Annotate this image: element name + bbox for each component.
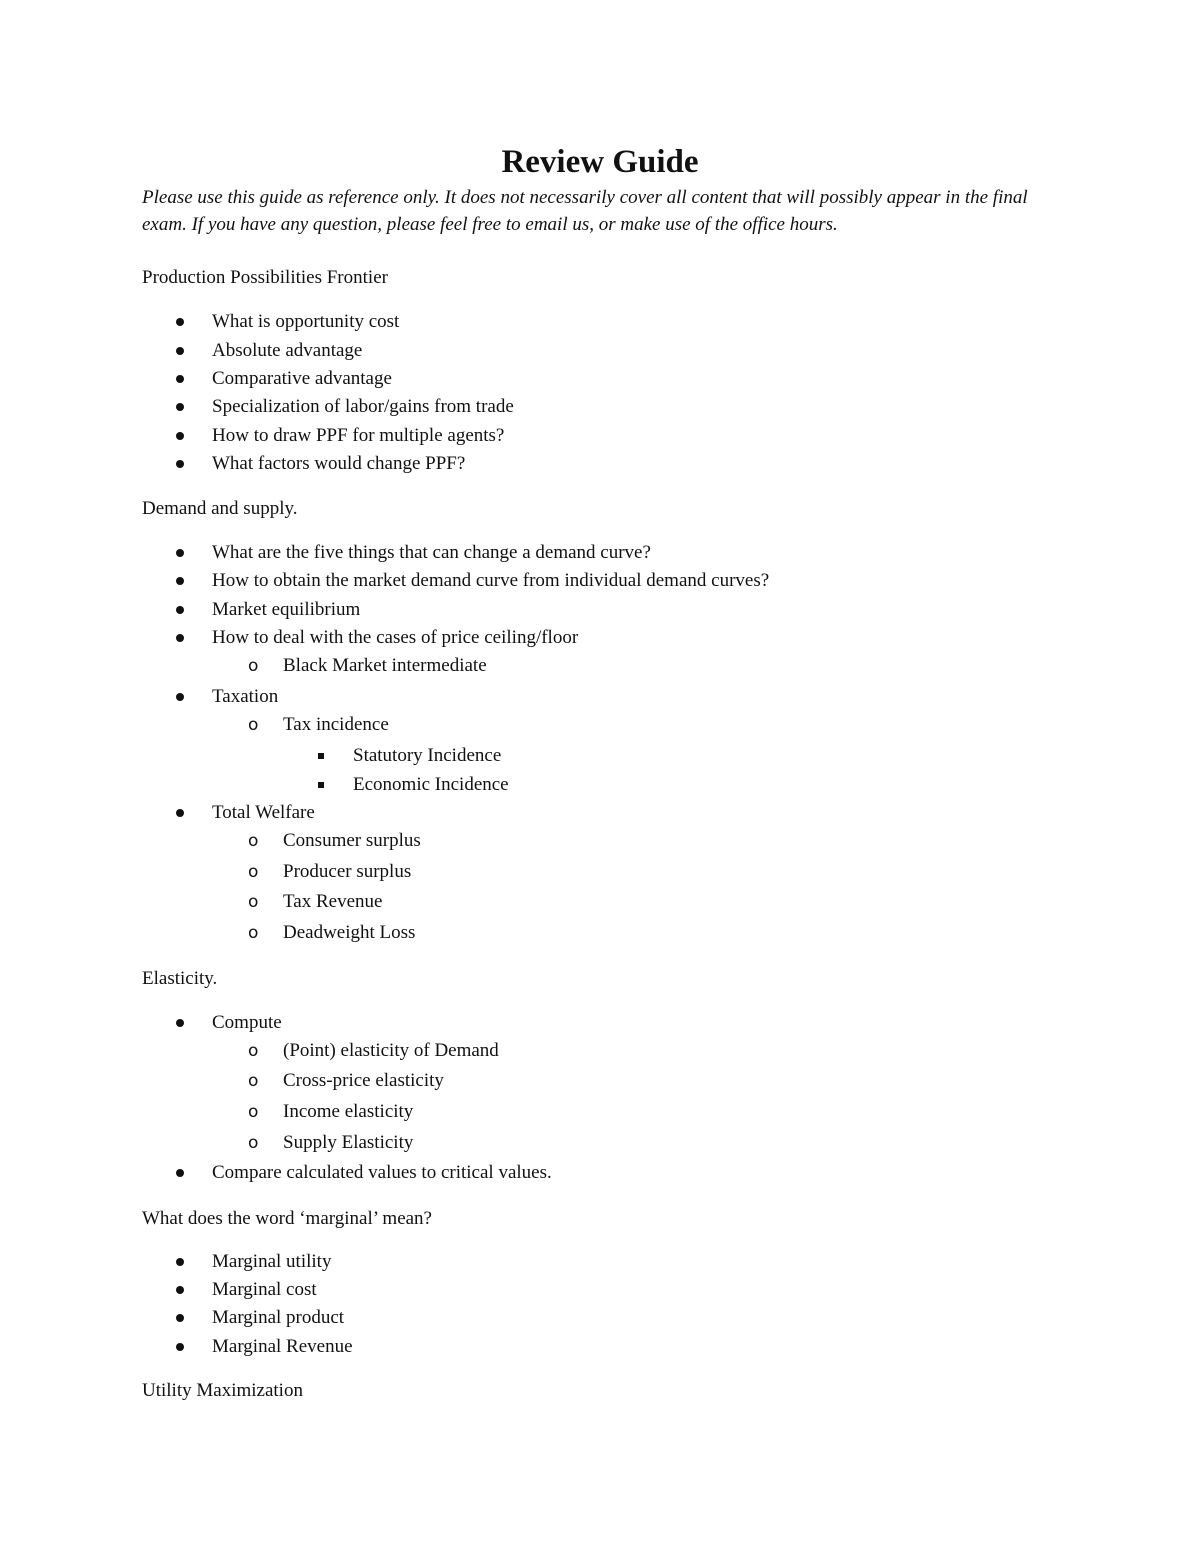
list-item: Cross-price elasticity: [283, 1070, 444, 1091]
bullet-icon: [176, 606, 184, 614]
circle-bullet-icon: o: [248, 1133, 259, 1153]
bullet-icon: [176, 693, 184, 701]
bullet-icon: [176, 1169, 184, 1177]
list-item: Consumer surplus: [283, 830, 421, 851]
intro-paragraph: Please use this guide as reference only. It does not necessarily cover all content that will possibly appear in the final exam. If you have any question, please feel free to email us, or make use of the office hours.: [142, 187, 1028, 235]
bullet-icon: [176, 460, 184, 468]
list-item: What factors would change PPF?: [212, 453, 466, 474]
bullet-icon: [176, 1258, 184, 1266]
bullet-icon: [176, 432, 184, 440]
list-item: Absolute advantage: [212, 340, 363, 361]
bullet-icon: [176, 318, 184, 326]
bullet-icon: [176, 1343, 184, 1351]
section-heading-ppf: Production Possibilities Frontier: [142, 267, 388, 288]
bullet-icon: [176, 577, 184, 585]
bullet-icon: [176, 549, 184, 557]
bullet-icon: [176, 375, 184, 383]
bullet-icon: [176, 634, 184, 642]
list-item: Supply Elasticity: [283, 1132, 414, 1153]
list-item: How to draw PPF for multiple agents?: [212, 425, 505, 446]
list-item: Black Market intermediate: [283, 655, 487, 676]
list-item: Tax incidence: [283, 714, 389, 735]
circle-bullet-icon: o: [248, 656, 259, 676]
list-item: How to obtain the market demand curve from individual demand curves?: [212, 570, 770, 591]
list-item: Marginal utility: [212, 1251, 332, 1272]
list-item: Compare calculated values to critical values.: [212, 1162, 552, 1183]
list-item: Marginal cost: [212, 1279, 317, 1300]
circle-bullet-icon: o: [248, 1071, 259, 1091]
list-item: Economic Incidence: [353, 774, 509, 795]
bullet-icon: [176, 347, 184, 355]
square-bullet-icon: [318, 753, 324, 759]
list-item: Tax Revenue: [283, 891, 383, 912]
list-item: Taxation: [212, 686, 279, 707]
document-title: Review Guide: [501, 144, 699, 180]
circle-bullet-icon: o: [248, 831, 259, 851]
circle-bullet-icon: o: [248, 892, 259, 912]
list-item: Marginal product: [212, 1307, 345, 1328]
section-heading-utility: Utility Maximization: [142, 1380, 303, 1401]
section-heading-marginal: What does the word ‘marginal’ mean?: [142, 1208, 432, 1229]
square-bullet-icon: [318, 782, 324, 788]
bullet-icon: [176, 1314, 184, 1322]
list-item: Producer surplus: [283, 861, 412, 882]
list-item: What is opportunity cost: [212, 311, 400, 332]
list-item: Income elasticity: [283, 1101, 414, 1122]
list-item: Compute: [212, 1012, 282, 1033]
circle-bullet-icon: o: [248, 715, 259, 735]
bullet-icon: [176, 403, 184, 411]
bullet-icon: [176, 809, 184, 817]
section-heading-elasticity: Elasticity.: [142, 968, 218, 989]
list-item: Statutory Incidence: [353, 745, 502, 766]
list-item: (Point) elasticity of Demand: [283, 1040, 499, 1061]
bullet-icon: [176, 1286, 184, 1294]
list-item: Specialization of labor/gains from trade: [212, 396, 514, 417]
list-item: How to deal with the cases of price ceiling/floor: [212, 627, 579, 648]
bullet-icon: [176, 1019, 184, 1027]
list-item: Total Welfare: [212, 802, 315, 823]
circle-bullet-icon: o: [248, 1041, 259, 1061]
circle-bullet-icon: o: [248, 1102, 259, 1122]
list-item: What are the five things that can change a demand curve?: [212, 542, 651, 563]
circle-bullet-icon: o: [248, 862, 259, 882]
list-item: Deadweight Loss: [283, 922, 416, 943]
list-item: Market equilibrium: [212, 599, 361, 620]
section-heading-demand-supply: Demand and supply.: [142, 498, 298, 519]
list-item: Comparative advantage: [212, 368, 392, 389]
list-item: Marginal Revenue: [212, 1336, 353, 1357]
circle-bullet-icon: o: [248, 923, 259, 943]
